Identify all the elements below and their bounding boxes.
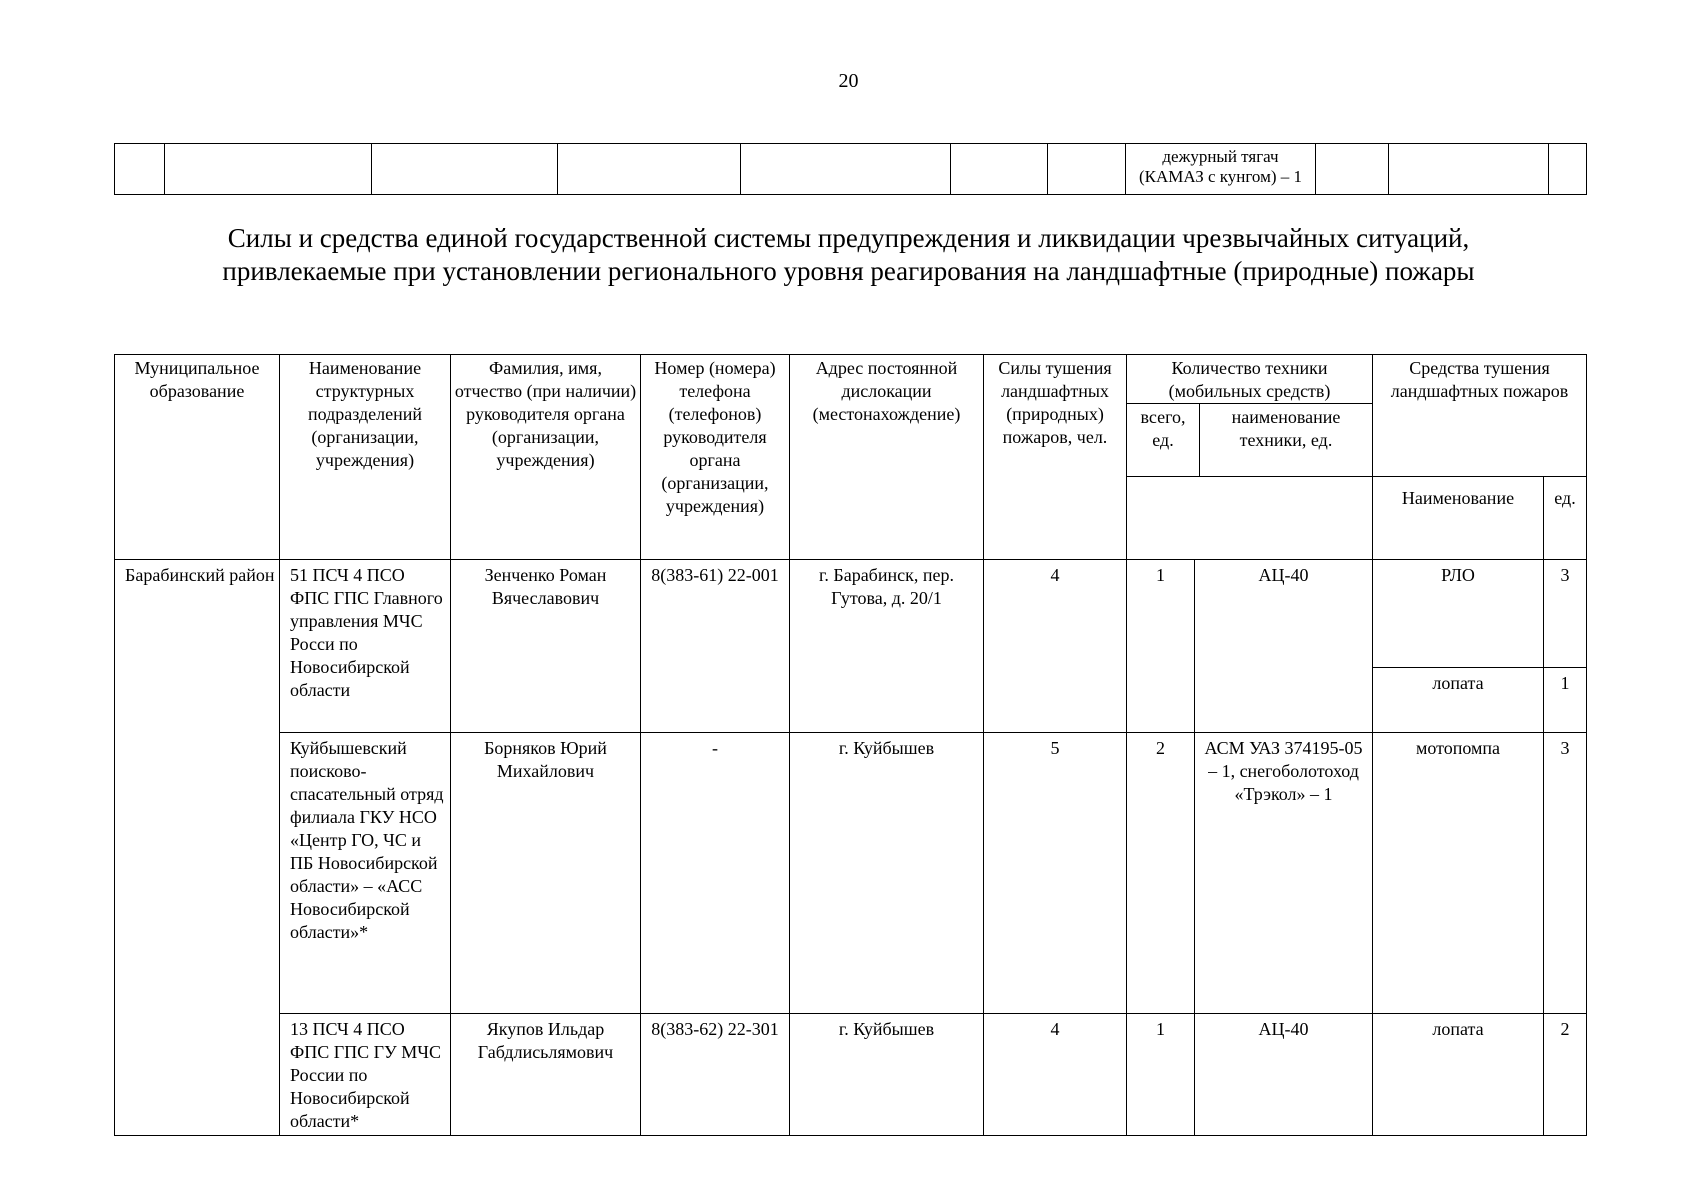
column-header-equipment [1127,355,1373,477]
table-row [115,144,1587,195]
equipment-total-cell: 2 [1127,733,1195,1014]
forces-cell: 4 [984,1014,1127,1136]
unit-cell: 51 ПСЧ 4 ПСО ФПС ГПС Главного управления МЧС Росси по Новосибирской области [280,560,451,733]
empty-cell [1389,144,1549,195]
phone-cell: 8(383-61) 22-001 [641,560,790,733]
equipment-name-cell: АЦ-40 [1195,560,1373,733]
table-row [115,560,1587,668]
column-header-equipment-total: всего, ед. [1127,404,1200,476]
vehicle-line: (КАМАЗ с кунгом) – 1 [1138,167,1303,186]
empty-cell [165,144,372,195]
equipment-total-cell: 1 [1127,560,1195,733]
table-row [115,1014,1587,1136]
equipment-group-label: Количество техники (мобильных средств) [1127,355,1372,404]
page-number: 20 [838,70,859,92]
means-name-cell: лопата [1373,668,1544,733]
empty-cell [1048,144,1126,195]
head-name-cell: Якупов Ильдар Габдлисьлямович [451,1014,641,1136]
means-name-cell: лопата [1373,1014,1544,1136]
empty-cell [1549,144,1587,195]
empty-cell [372,144,558,195]
forces-cell: 5 [984,733,1127,1014]
continued-table-fragment [114,143,1587,195]
equipment-name-cell: АЦ-40 [1195,1014,1373,1136]
means-qty-cell: 1 [1544,668,1587,733]
means-qty-cell: 2 [1544,1014,1587,1136]
equipment-total-cell: 1 [1127,1014,1195,1136]
header-row [115,355,1587,477]
column-header-municipality: Муниципальное образование [115,355,280,560]
forces-table [114,354,1587,1136]
head-name-cell: Зенченко Роман Вячеславович [451,560,641,733]
empty-cell [1316,144,1389,195]
column-header-phone: Номер (номера) телефона (телефонов) руководителя органа (организации, учреждения) [641,355,790,560]
empty-cell [558,144,741,195]
address-cell: г. Барабинск, пер. Гутова, д. 20/1 [790,560,984,733]
head-name-cell: Борняков Юрий Михайлович [451,733,641,1014]
section-title [0,222,1697,288]
empty-cell [741,144,951,195]
title-line: привлекаемые при установлении регионального уровня реагирования на ландшафтные (природные) пожары [222,256,1475,286]
forces-cell: 4 [984,560,1127,733]
column-header-means-unit: ед. [1544,477,1587,560]
title-line: Силы и средства единой государственной системы предупреждения и ликвидации чрезвычайных ситуаций, [227,223,1470,253]
means-name-cell: мотопомпа [1373,733,1544,1014]
column-header-unit: Наименование структурных подразделений (организации, учреждения) [280,355,451,560]
empty-cell [115,144,165,195]
column-header-equipment-name: наименование техники, ед. [1231,407,1341,450]
table-row [115,733,1587,1014]
unit-cell: Куйбышевский поисково-спасательный отряд филиала ГКУ НСО «Центр ГО, ЧС и ПБ Новосибирской области» – «АСС Новосибирской области»* [280,733,451,1014]
column-header-means-name: Наименование [1373,477,1544,560]
vehicle-line: дежурный тягач [1162,147,1279,166]
address-cell: г. Куйбышев [790,1014,984,1136]
means-qty-cell: 3 [1544,733,1587,1014]
equipment-name-cell: АСМ УАЗ 374195-05 – 1, снегоболотоход «Трэкол» – 1 [1195,733,1373,1014]
means-qty-cell: 3 [1544,560,1587,668]
column-header-head-name: Фамилия, имя, отчество (при наличии) руководителя органа (организации, учреждения) [451,355,641,560]
empty-cell [951,144,1048,195]
phone-cell: 8(383-62) 22-301 [641,1014,790,1136]
column-header-forces: Силы тушения ландшафтных (природных) пожаров, чел. [984,355,1127,560]
means-name-cell: РЛО [1373,560,1544,668]
phone-cell: - [641,733,790,1014]
municipality-cell: Барабинский район [115,560,280,1136]
column-header-address: Адрес постоянной дислокации (местонахождение) [790,355,984,560]
column-header-means: Средства тушения ландшафтных пожаров [1373,355,1587,477]
vehicle-cell [1126,144,1316,195]
address-cell: г. Куйбышев [790,733,984,1014]
unit-cell: 13 ПСЧ 4 ПСО ФПС ГПС ГУ МЧС России по Новосибирской области* [280,1014,451,1136]
equipment-header-spacer [1127,477,1373,560]
